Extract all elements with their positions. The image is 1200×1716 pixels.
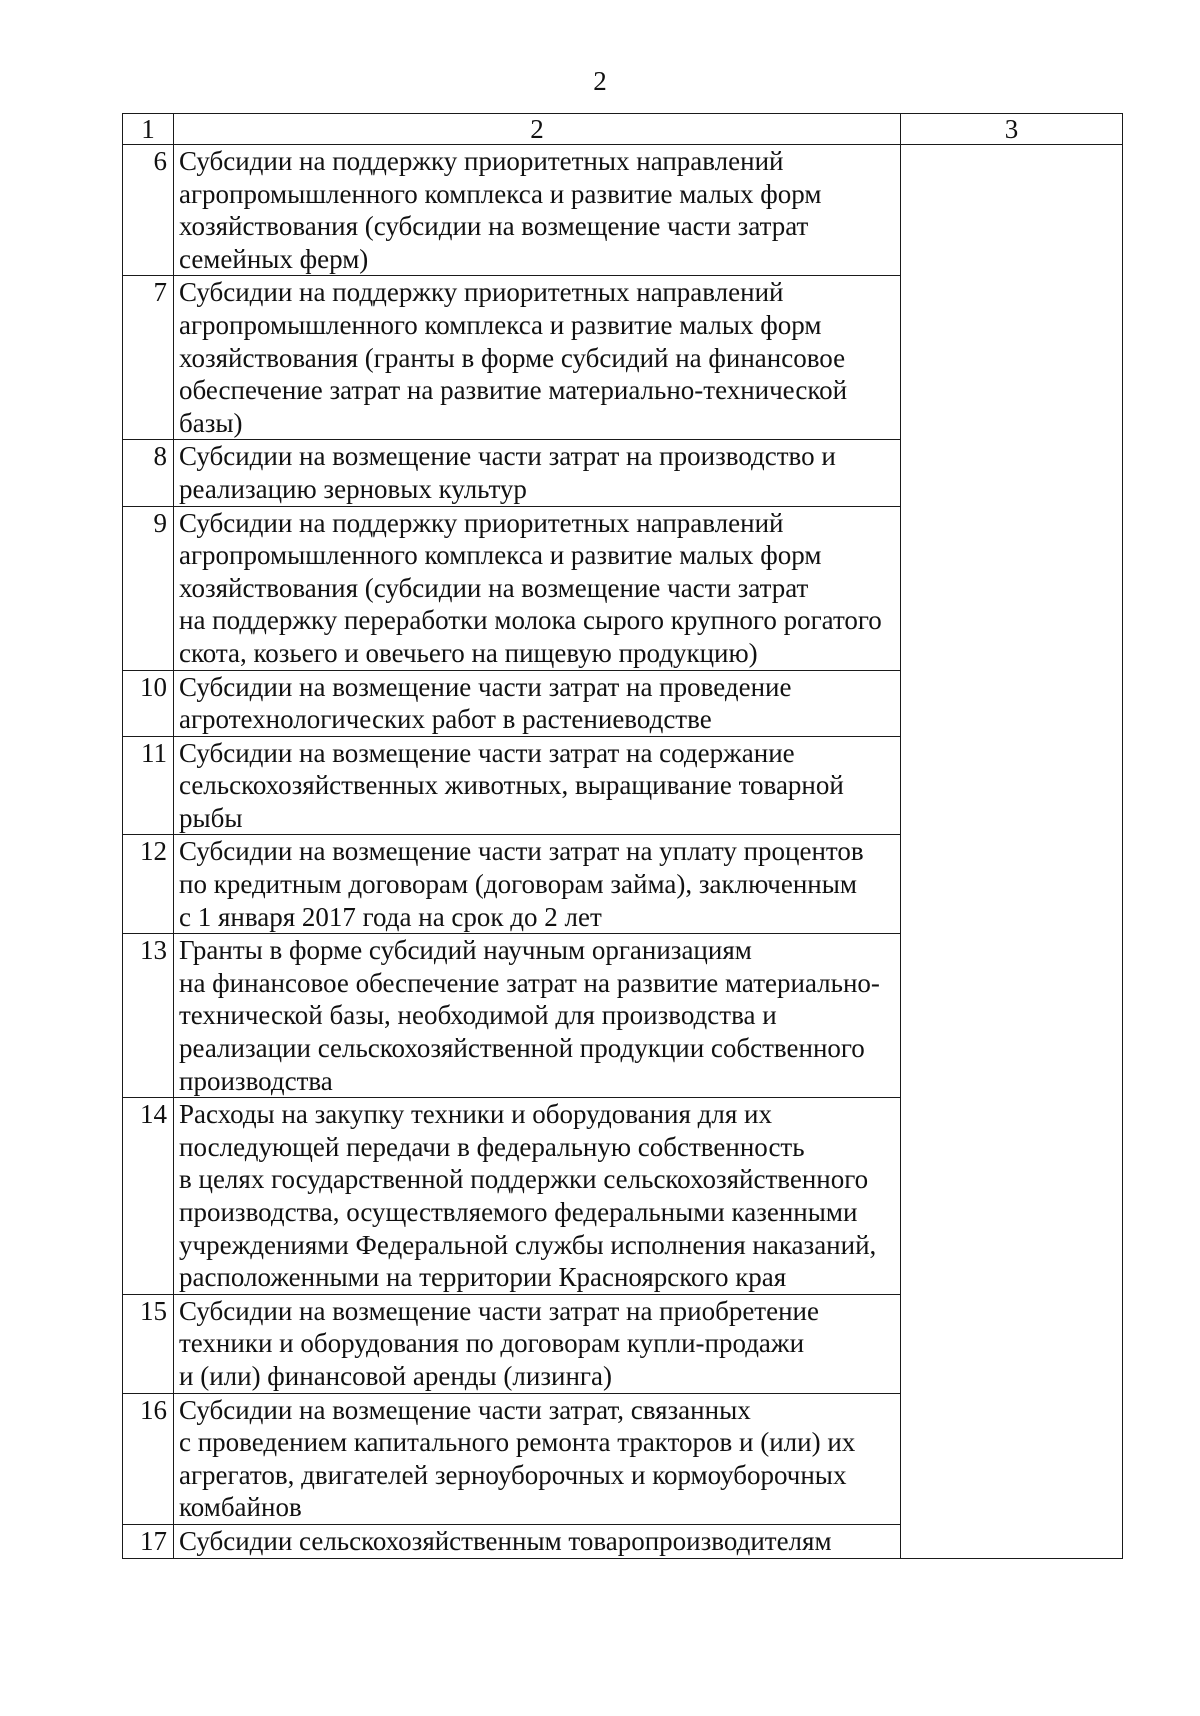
description-line: комбайнов [179, 1492, 302, 1523]
row-col-3 [901, 276, 1123, 440]
row-number: 6 [123, 145, 174, 276]
description-line: учреждениями Федеральной службы исполнения наказаний, [179, 1229, 877, 1260]
table-row [123, 736, 1123, 835]
description-line: производства, осуществляемого федеральными казенными [179, 1197, 858, 1227]
row-number: 17 [123, 1524, 174, 1558]
page-number: 2 [593, 66, 607, 96]
row-col-3 [901, 835, 1123, 934]
description-line: скота, козьего и овечьего на пищевую продукцию) [179, 637, 758, 668]
description-line: Гранты в форме субсидий научным организациям [179, 935, 752, 966]
row-col-3 [901, 670, 1123, 736]
description-line: производства [179, 1065, 333, 1096]
row-number: 14 [123, 1098, 174, 1295]
row-number: 7 [123, 276, 174, 440]
row-col-3 [901, 1294, 1123, 1393]
description-line: Субсидии на возмещение части затрат на содержание [179, 737, 795, 768]
row-description [174, 276, 901, 440]
description-line: с 1 января 2017 года на срок до 2 лет [179, 901, 602, 932]
description-line: Расходы на закупку техники и оборудования для их [179, 1099, 772, 1130]
table-row [123, 1524, 1123, 1558]
description-line: с проведением капитального ремонта тракторов и (или) их [179, 1427, 856, 1458]
description-line: на поддержку переработки молока сырого крупного рогатого [179, 605, 882, 636]
row-description [174, 145, 901, 276]
description-line: рыбы [179, 802, 243, 833]
description-line: базы) [179, 407, 243, 438]
row-number: 12 [123, 835, 174, 934]
description-line: на финансовое обеспечение затрат на развитие материально- [179, 967, 880, 998]
row-col-3 [901, 1524, 1123, 1558]
description-line: хозяйствования (субсидии на возмещение части затрат [179, 211, 809, 242]
row-description [174, 835, 901, 934]
row-description [174, 1098, 901, 1295]
row-col-3 [901, 934, 1123, 1098]
row-col-3 [901, 145, 1123, 276]
row-number: 10 [123, 670, 174, 736]
row-number: 13 [123, 934, 174, 1098]
row-col-3 [901, 506, 1123, 670]
description-line: Субсидии на возмещение части затрат на уплату процентов [179, 836, 864, 867]
description-line: реализации сельскохозяйственной продукции собственного [179, 1033, 865, 1064]
table-row [123, 1294, 1123, 1393]
subsidies-table [122, 113, 1123, 1559]
table-body [123, 145, 1123, 1559]
description-line: Субсидии на возмещение части затрат на производство и [179, 441, 836, 472]
description-line: и (или) финансовой аренды (лизинга) [179, 1360, 612, 1391]
row-description [174, 1393, 901, 1524]
description-line: реализацию зерновых культур [179, 473, 527, 504]
row-description [174, 934, 901, 1098]
row-number: 8 [123, 440, 174, 506]
row-number: 11 [123, 736, 174, 835]
description-line: по кредитным договорам (договорам займа), заключенным [179, 869, 857, 900]
row-col-3 [901, 440, 1123, 506]
description-line: агропромышленного комплекса и развитие малых форм [179, 178, 822, 209]
description-line: семейных ферм) [179, 243, 369, 274]
table-row [123, 934, 1123, 1098]
table-row [123, 670, 1123, 736]
table-row [123, 276, 1123, 440]
table-header-row [123, 114, 1123, 145]
description-line: Субсидии на поддержку приоритетных направлений [179, 277, 784, 308]
description-line: в целях государственной поддержки сельскохозяйственного [179, 1164, 869, 1195]
description-line: обеспечение затрат на развитие материально-технической [179, 375, 848, 406]
table-row [123, 1393, 1123, 1524]
row-description [174, 440, 901, 506]
description-line: Субсидии на возмещение части затрат на проведение [179, 671, 792, 702]
description-line: техники и оборудования по договорам купли-продажи [179, 1328, 805, 1359]
row-description [174, 1524, 901, 1558]
description-line: хозяйствования (гранты в форме субсидий на финансовое [179, 342, 846, 373]
table-row [123, 835, 1123, 934]
description-line: технической базы, необходимой для производства и [179, 1000, 777, 1031]
table-row [123, 145, 1123, 276]
description-line: хозяйствования (субсидии на возмещение части затрат [179, 572, 809, 603]
table-row [123, 1098, 1123, 1295]
row-col-3 [901, 1393, 1123, 1524]
row-number: 16 [123, 1393, 174, 1524]
row-description [174, 506, 901, 670]
description-line: сельскохозяйственных животных, выращивание товарной [179, 770, 844, 801]
row-description [174, 1294, 901, 1393]
row-number: 15 [123, 1294, 174, 1393]
row-col-3 [901, 736, 1123, 835]
row-description [174, 736, 901, 835]
table-row [123, 440, 1123, 506]
description-line: Субсидии на поддержку приоритетных направлений [179, 507, 784, 538]
description-line: Субсидии на возмещение части затрат на приобретение [179, 1295, 819, 1326]
description-line: Субсидии сельскохозяйственным товаропроизводителям [179, 1525, 832, 1556]
description-line: последующей передачи в федеральную собственность [179, 1131, 805, 1162]
header-col-3: 3 [901, 114, 1123, 145]
header-col-2: 2 [174, 114, 901, 145]
description-line: Субсидии на возмещение части затрат, связанных [179, 1394, 751, 1425]
row-col-3 [901, 1098, 1123, 1295]
description-line: агропромышленного комплекса и развитие малых форм [179, 309, 822, 340]
table-row [123, 506, 1123, 670]
description-line: агропромышленного комплекса и развитие малых форм [179, 540, 822, 571]
header-col-1: 1 [123, 114, 174, 145]
row-description [174, 670, 901, 736]
description-line: Субсидии на поддержку приоритетных направлений [179, 146, 784, 176]
description-line: агрегатов, двигателей зерноуборочных и кормоуборочных [179, 1459, 847, 1490]
description-line: агротехнологических работ в растениеводстве [179, 704, 712, 735]
description-line: расположенными на территории Красноярского края [179, 1262, 787, 1293]
row-number: 9 [123, 506, 174, 670]
